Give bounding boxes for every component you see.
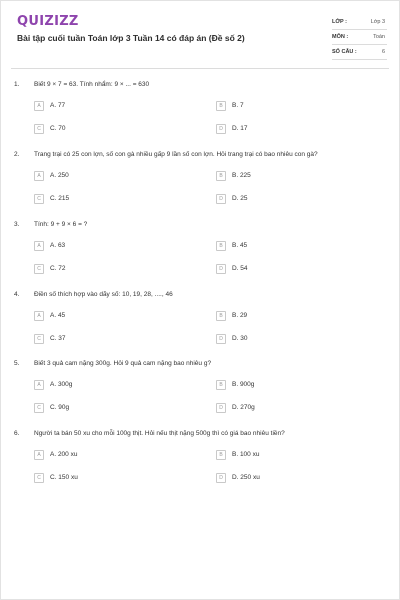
meta-value: Toán bbox=[373, 34, 385, 40]
option-text: C. 215 bbox=[50, 195, 70, 202]
question-number: 6. bbox=[14, 430, 20, 437]
option-a[interactable] bbox=[34, 100, 65, 111]
option-text: C. 150 xu bbox=[50, 474, 78, 481]
option-c[interactable] bbox=[34, 123, 66, 134]
option-text: D. 30 bbox=[232, 335, 248, 342]
meta-row-question-count bbox=[332, 45, 387, 60]
option-text: C. 70 bbox=[50, 125, 66, 132]
option-c[interactable] bbox=[34, 333, 66, 344]
option-b[interactable] bbox=[216, 240, 247, 251]
question-text: Biết 9 × 7 = 63. Tính nhẩm: 9 × ... = 630 bbox=[34, 81, 150, 88]
option-c[interactable] bbox=[34, 472, 78, 483]
option-b[interactable] bbox=[216, 379, 254, 390]
option-text: C. 90g bbox=[50, 404, 70, 411]
meta-key: LỚP : bbox=[332, 19, 347, 25]
option-text: A. 300g bbox=[50, 381, 73, 388]
option-letter-box[interactable]: B bbox=[216, 241, 226, 251]
option-d[interactable] bbox=[216, 123, 248, 134]
meta-key: MÔN : bbox=[332, 34, 349, 40]
question-number: 2. bbox=[14, 151, 20, 158]
question-text: Điền số thích hợp vào dãy số: 10, 19, 28, ...., 46 bbox=[34, 291, 173, 298]
option-letter-box[interactable]: B bbox=[216, 171, 226, 181]
option-text: C. 72 bbox=[50, 265, 66, 272]
header-divider bbox=[11, 68, 389, 69]
option-letter-box[interactable]: D bbox=[216, 194, 226, 204]
option-text: A. 250 bbox=[50, 172, 69, 179]
option-b[interactable] bbox=[216, 310, 247, 321]
worksheet-title: Bài tập cuối tuần Toán lớp 3 Tuần 14 có đáp án (Đề số 2) bbox=[17, 33, 245, 43]
option-text: D. 17 bbox=[232, 125, 248, 132]
option-text: B. 100 xu bbox=[232, 451, 260, 458]
option-a[interactable] bbox=[34, 379, 72, 390]
meta-key: SỐ CÂU : bbox=[332, 49, 357, 55]
question-text: Biết 3 quả cam nặng 300g. Hỏi 9 quả cam nặng bao nhiêu g? bbox=[34, 360, 212, 367]
question-text: Người ta bán 50 xu cho mỗi 100g thịt. Hỏi nếu thịt nặng 500g thì có giá bao nhiêu tiền? bbox=[34, 430, 285, 437]
option-a[interactable] bbox=[34, 170, 69, 181]
question-text: Tính: 9 + 9 × 6 = ? bbox=[34, 221, 88, 228]
option-text: C. 37 bbox=[50, 335, 66, 342]
option-letter-box[interactable]: A bbox=[34, 380, 44, 390]
question-text: Trang trại có 25 con lợn, số con gà nhiều gấp 9 lần số con lợn. Hỏi trang trại có bao nhiêu con gà? bbox=[34, 151, 318, 158]
meta-row-class bbox=[332, 15, 387, 30]
option-text: B. 45 bbox=[232, 242, 248, 249]
option-d[interactable] bbox=[216, 333, 248, 344]
option-d[interactable] bbox=[216, 402, 255, 413]
option-c[interactable] bbox=[34, 402, 69, 413]
option-letter-box[interactable]: C bbox=[34, 264, 44, 274]
option-text: D. 270g bbox=[232, 404, 255, 411]
option-c[interactable] bbox=[34, 193, 69, 204]
question-number: 4. bbox=[14, 291, 20, 298]
option-letter-box[interactable]: B bbox=[216, 450, 226, 460]
option-letter-box[interactable]: C bbox=[34, 334, 44, 344]
option-letter-box[interactable]: D bbox=[216, 403, 226, 413]
option-letter-box[interactable]: D bbox=[216, 334, 226, 344]
meta-value: Lớp 3 bbox=[370, 19, 385, 25]
option-c[interactable] bbox=[34, 263, 66, 274]
option-b[interactable] bbox=[216, 449, 259, 460]
option-letter-box[interactable]: A bbox=[34, 101, 44, 111]
option-letter-box[interactable]: C bbox=[34, 194, 44, 204]
option-b[interactable] bbox=[216, 100, 244, 111]
option-letter-box[interactable]: B bbox=[216, 311, 226, 321]
option-letter-box[interactable]: A bbox=[34, 450, 44, 460]
meta-value: 6 bbox=[381, 49, 385, 55]
option-letter-box[interactable]: A bbox=[34, 171, 44, 181]
option-d[interactable] bbox=[216, 263, 248, 274]
worksheet-meta bbox=[332, 15, 387, 60]
meta-row-subject bbox=[332, 30, 387, 45]
option-a[interactable] bbox=[34, 240, 65, 251]
option-text: D. 250 xu bbox=[232, 474, 260, 481]
question-number: 5. bbox=[14, 360, 20, 367]
option-letter-box[interactable]: A bbox=[34, 311, 44, 321]
option-text: A. 45 bbox=[50, 312, 66, 319]
option-text: A. 63 bbox=[50, 242, 66, 249]
quizizz-logo: QUIZIZZ bbox=[17, 14, 79, 29]
option-d[interactable] bbox=[216, 472, 260, 483]
option-letter-box[interactable]: B bbox=[216, 380, 226, 390]
option-text: B. 7 bbox=[232, 102, 244, 109]
option-d[interactable] bbox=[216, 193, 248, 204]
option-text: B. 900g bbox=[232, 381, 255, 388]
question-number: 1. bbox=[14, 81, 20, 88]
question-number: 3. bbox=[14, 221, 20, 228]
option-letter-box[interactable]: C bbox=[34, 124, 44, 134]
option-text: A. 77 bbox=[50, 102, 66, 109]
option-text: A. 200 xu bbox=[50, 451, 78, 458]
option-a[interactable] bbox=[34, 310, 65, 321]
option-text: B. 225 bbox=[232, 172, 251, 179]
option-letter-box[interactable]: C bbox=[34, 473, 44, 483]
option-text: B. 29 bbox=[232, 312, 248, 319]
option-letter-box[interactable]: D bbox=[216, 473, 226, 483]
option-letter-box[interactable]: D bbox=[216, 124, 226, 134]
option-a[interactable] bbox=[34, 449, 77, 460]
option-b[interactable] bbox=[216, 170, 251, 181]
option-letter-box[interactable]: B bbox=[216, 101, 226, 111]
option-letter-box[interactable]: D bbox=[216, 264, 226, 274]
option-letter-box[interactable]: C bbox=[34, 403, 44, 413]
option-text: D. 54 bbox=[232, 265, 248, 272]
option-text: D. 25 bbox=[232, 195, 248, 202]
option-letter-box[interactable]: A bbox=[34, 241, 44, 251]
